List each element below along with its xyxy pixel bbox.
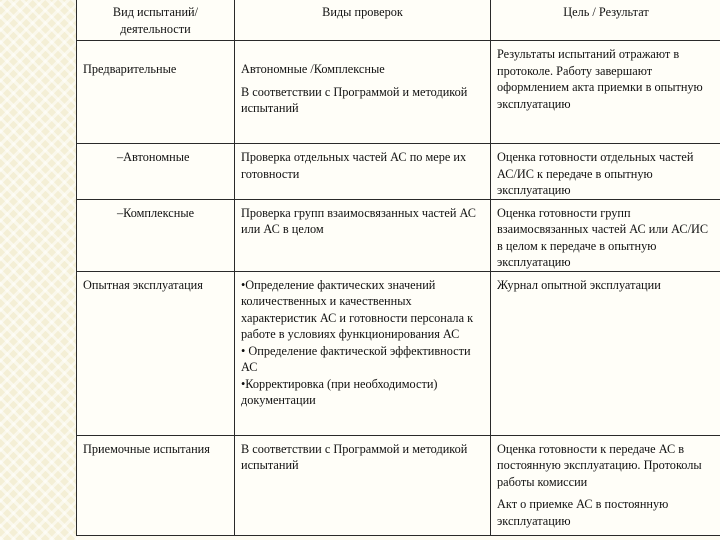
checks-text: В соответствии с Программой и методикой испытаний — [241, 441, 468, 472]
table-row — [77, 435, 720, 535]
checks-cell — [235, 199, 491, 271]
goal-text: Результаты испытаний отражают в протоколе. Работу завершают оформлением акта приемки в опытную эксплуатацию — [497, 47, 703, 111]
goal-cell — [491, 41, 720, 144]
goal-text: Оценка готовности к передаче АС в постоянную эксплуатацию. Протоколы работы комиссии — [497, 441, 702, 489]
goal-text: Оценка готовности отдельных частей АС/ИС к передаче в опытную эксплуатацию — [497, 150, 694, 197]
table-header-row — [77, 0, 720, 41]
checks-text: • Определение фактической эффективности АС — [241, 343, 471, 374]
checks-cell — [235, 144, 491, 200]
tests-table-container — [76, 0, 720, 536]
decorative-side-band — [0, 0, 78, 540]
checks-text: Проверка групп взаимосвязанных частей АС или АС в целом — [241, 205, 476, 236]
header-activity: Вид испытаний/ деятельности — [77, 0, 235, 41]
checks-text: Проверка отдельных частей АС по мере их готовности — [241, 150, 467, 181]
table-row — [77, 199, 720, 271]
checks-text: В соответствии с Программой и методикой испытаний — [241, 84, 468, 115]
tests-table — [76, 0, 720, 536]
activity-cell — [77, 435, 235, 535]
table-row — [77, 144, 720, 200]
goal-cell — [491, 271, 720, 435]
activity-label: Приемочные испытания — [83, 441, 210, 456]
checks-cell — [235, 271, 491, 435]
header-checks: Виды проверок — [235, 0, 491, 41]
activity-cell — [77, 271, 235, 435]
checks-text: Автономные /Комплексные — [241, 62, 385, 76]
activity-cell — [77, 199, 235, 271]
header-goal: Цель / Результат — [491, 0, 720, 41]
activity-cell — [77, 41, 235, 144]
table-row — [77, 271, 720, 435]
activity-label: Предварительные — [83, 62, 177, 76]
activity-label: Опытная эксплуатация — [83, 277, 203, 292]
checks-cell — [235, 41, 491, 144]
goal-cell — [491, 199, 720, 271]
goal-text: Оценка готовности групп взаимосвязанных частей АС или АС/ИС в целом к передаче в опытную эксплуатацию — [497, 205, 709, 269]
table-row — [77, 41, 720, 144]
activity-label: –Автономные — [117, 150, 190, 164]
goal-cell — [491, 144, 720, 200]
checks-cell — [235, 435, 491, 535]
goal-cell — [491, 435, 720, 535]
checks-text: •Корректировка (при необходимости) документации — [241, 376, 438, 407]
activity-cell — [77, 144, 235, 200]
checks-text: •Определение фактических значений количественных и качественных характеристик АС и готовности персонала к работе в условиях функционирования АС — [241, 277, 474, 341]
goal-text: Акт о приемке АС в постоянную эксплуатацию — [497, 497, 669, 528]
activity-label: –Комплексные — [117, 205, 195, 220]
goal-text: Журнал опытной эксплуатации — [497, 277, 661, 292]
